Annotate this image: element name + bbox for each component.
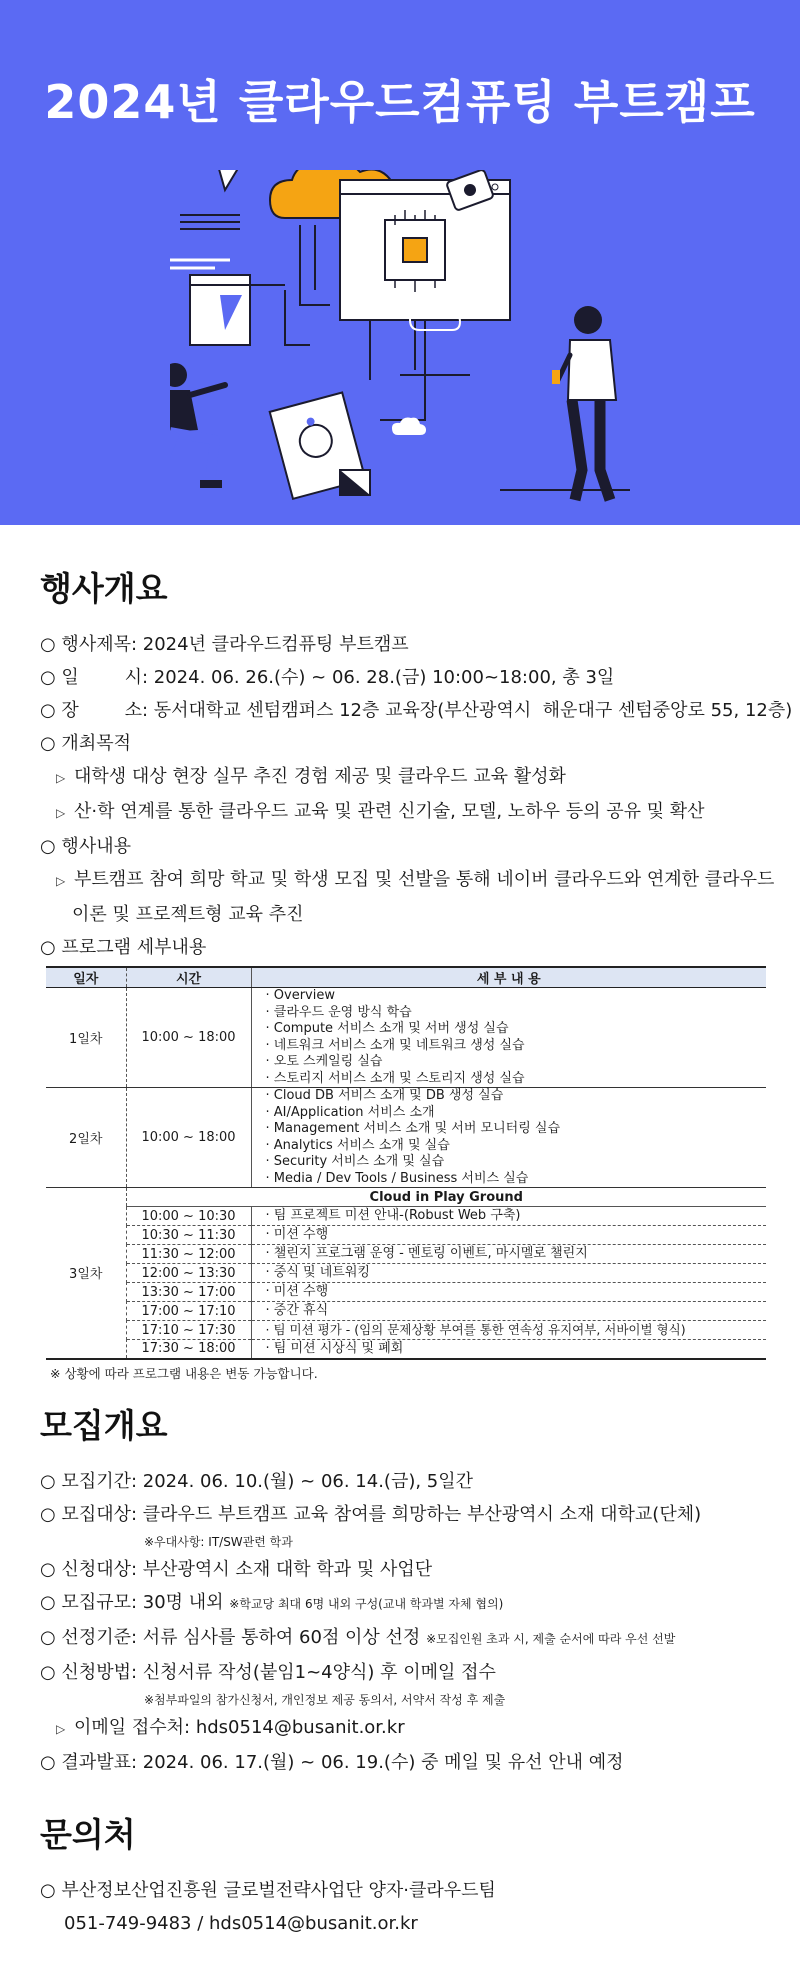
program-table [46, 966, 766, 1360]
detail-cell: · 챌린지 프로그램 운영 - 멘토링 이벤트, 마시멜로 챌린지 [251, 1245, 766, 1264]
detail-item: · 클라우드 운영 방식 학습 [265, 1004, 412, 1020]
time-cell: 10:00 ~ 18:00 [126, 988, 251, 1088]
recruit-criteria: ○ 선정기준: 서류 심사를 통하여 60점 이상 선정 [40, 1626, 421, 1648]
detail-item: · 네트워크 서비스 소개 및 네트워크 생성 실습 [265, 1037, 525, 1053]
time-cell: 10:00 ~ 18:00 [126, 1088, 251, 1188]
recruit-target: ○ 모집대상: 클라우드 부트캠프 교육 참여를 희망하는 부산광역시 소재 대학교(단체) [40, 1503, 702, 1525]
recruit-period: ○ 모집기간: 2024. 06. 10.(월) ~ 06. 14.(금), 5일간 [40, 1470, 474, 1492]
table-row [46, 1207, 766, 1226]
day-cell: 3일차 [46, 1188, 126, 1359]
time-cell: 12:00 ~ 13:30 [126, 1264, 251, 1283]
hero-title: 2024년 클라우드컴퓨팅 부트캠프 [44, 75, 756, 129]
table-row [46, 1226, 766, 1245]
detail-item: · AI/Application 서비스 소개 [265, 1104, 435, 1120]
hero-banner [0, 0, 800, 525]
purpose-item [40, 795, 760, 830]
detail-item: · Analytics 서비스 소개 및 실습 [265, 1137, 450, 1153]
detail-cell: · 팀 미션 평가 - (임의 문제상황 부여를 통한 연속성 유지여부, 서바이벌 형식) [251, 1321, 766, 1340]
detail-item: · Cloud DB 서비스 소개 및 DB 생성 실습 [265, 1088, 504, 1103]
detail-item: · Management 서비스 소개 및 서버 모니터링 실습 [265, 1121, 561, 1136]
detail-item: · 오토 스케일링 실습 [265, 1054, 383, 1069]
triangle-bullet-icon: ▷ [56, 771, 66, 785]
table-row [46, 1321, 766, 1340]
table-row [46, 1302, 766, 1321]
recruit-criteria-note: ※모집인원 초과 시, 제출 순서에 따라 우선 선발 [426, 1631, 676, 1646]
table-header: 세 부 내 용 [251, 967, 766, 988]
detail-item: · Compute 서비스 소개 및 서버 생성 실습 [265, 1021, 509, 1036]
triangle-bullet-icon: ▷ [56, 874, 66, 888]
recruit-method-note: ※첨부파일의 참가신청서, 개인정보 제공 동의서, 서약서 작성 후 제출 [144, 1692, 506, 1707]
table-row [46, 1283, 766, 1302]
table-header: 시간 [126, 967, 251, 988]
contact-org: ○ 부산정보산업진흥원 글로벌전략사업단 양자·클라우드팀 [40, 1879, 496, 1901]
detail-cell: · 팀 프로젝트 미션 안내-(Robust Web 구축) [251, 1207, 766, 1226]
time-cell: 17:00 ~ 17:10 [126, 1302, 251, 1321]
recruit-email-line [40, 1711, 760, 1746]
overview-heading: 행사개요 [40, 569, 168, 608]
purpose-text: 대학생 대상 현장 실무 추진 경험 제공 및 클라우드 교육 활성화 [74, 766, 566, 787]
contact-heading: 문의처 [40, 1814, 136, 1854]
detail-item: · Security 서비스 소개 및 실습 [265, 1154, 445, 1169]
purpose-label: ○ 개최목적 [40, 733, 131, 754]
main-content [0, 563, 800, 1940]
triangle-bullet-icon: ▷ [56, 806, 66, 820]
detail-item: · Overview [265, 988, 335, 1003]
content-label: ○ 행사내용 [40, 836, 131, 857]
content-item-cont: 이론 및 프로젝트형 교육 추진 [72, 904, 304, 925]
detail-item: · 스토리지 서비스 소개 및 스토리지 생성 실습 [265, 1070, 525, 1086]
table-header: 일자 [46, 967, 126, 988]
detail-cell: · 미션 수행 [251, 1283, 766, 1302]
program-label: ○ 프로그램 세부내용 [40, 937, 207, 958]
table-row [46, 1088, 766, 1188]
table-row [46, 988, 766, 1088]
table-row [46, 1264, 766, 1283]
cloud-computing-illustration [170, 170, 630, 510]
detail-cell [251, 1088, 766, 1188]
detail-cell: · 중간 휴식 [251, 1302, 766, 1321]
detail-cell: · 중식 및 네트워킹 [251, 1264, 766, 1283]
time-cell: 13:30 ~ 17:00 [126, 1283, 251, 1302]
day3-header: Cloud in Play Ground [126, 1188, 766, 1207]
table-row [46, 1188, 766, 1207]
time-cell: 11:30 ~ 12:00 [126, 1245, 251, 1264]
recruit-email[interactable]: 이메일 접수처: hds0514@busanit.or.kr [74, 1716, 405, 1738]
detail-cell: · 미션 수행 [251, 1226, 766, 1245]
detail-cell: · 팀 미션 시상식 및 폐회 [251, 1340, 766, 1359]
day-cell: 2일차 [46, 1088, 126, 1188]
recruit-heading: 모집개요 [40, 1405, 168, 1445]
recruit-method: ○ 신청방법: 신청서류 작성(붙임1~4양식) 후 이메일 접수 [40, 1661, 496, 1683]
day-cell: 1일차 [46, 988, 126, 1088]
detail-item: · Media / Dev Tools / Business 서비스 실습 [265, 1170, 529, 1186]
recruit-applicant: ○ 신청대상: 부산광역시 소재 대학 학과 및 사업단 [40, 1558, 433, 1580]
detail-cell [251, 988, 766, 1088]
table-row [46, 1340, 766, 1359]
purpose-item [40, 760, 760, 795]
recruit-result: ○ 결과발표: 2024. 06. 17.(월) ~ 06. 19.(수) 중 메일 및 유선 안내 예정 [40, 1751, 624, 1773]
recruit-target-note: ※우대사항: IT/SW관련 학과 [144, 1534, 293, 1549]
recruit-scale-line [40, 1586, 760, 1621]
contact-info[interactable]: 051-749-9483 / hds0514@busanit.or.kr [64, 1912, 418, 1934]
event-date-line: ○ 일 시: 2024. 06. 26.(수) ~ 06. 28.(금) 10:00~18:00, 총 3일 [40, 667, 615, 688]
time-cell: 10:00 ~ 10:30 [126, 1207, 251, 1226]
program-note: ※ 상황에 따라 프로그램 내용은 변동 가능합니다. [50, 1365, 318, 1381]
event-venue-line: ○ 장 소: 동서대학교 센텀캠퍼스 12층 교육장(부산광역시 해운대구 센텀중앙로 55, 12층) [40, 700, 793, 721]
recruit-criteria-line [40, 1621, 760, 1656]
time-cell: 10:30 ~ 11:30 [126, 1226, 251, 1245]
triangle-bullet-icon: ▷ [56, 1721, 66, 1736]
purpose-text: 산·학 연계를 통한 클라우드 교육 및 관련 신기술, 모델, 노하우 등의 공유 및 확산 [74, 801, 705, 822]
event-title-line: ○ 행사제목: 2024년 클라우드컴퓨팅 부트캠프 [40, 634, 409, 655]
time-cell: 17:10 ~ 17:30 [126, 1321, 251, 1340]
content-item [40, 863, 775, 898]
table-row [46, 1245, 766, 1264]
recruit-scale: ○ 모집규모: 30명 내외 [40, 1591, 224, 1613]
recruit-scale-note: ※학교당 최대 6명 내외 구성(교내 학과별 자체 협의) [229, 1596, 504, 1611]
time-cell: 17:30 ~ 18:00 [126, 1340, 251, 1359]
content-text: 부트캠프 참여 희망 학교 및 학생 모집 및 선발을 통해 네이버 클라우드와 연계한 클라우드 [74, 869, 775, 890]
